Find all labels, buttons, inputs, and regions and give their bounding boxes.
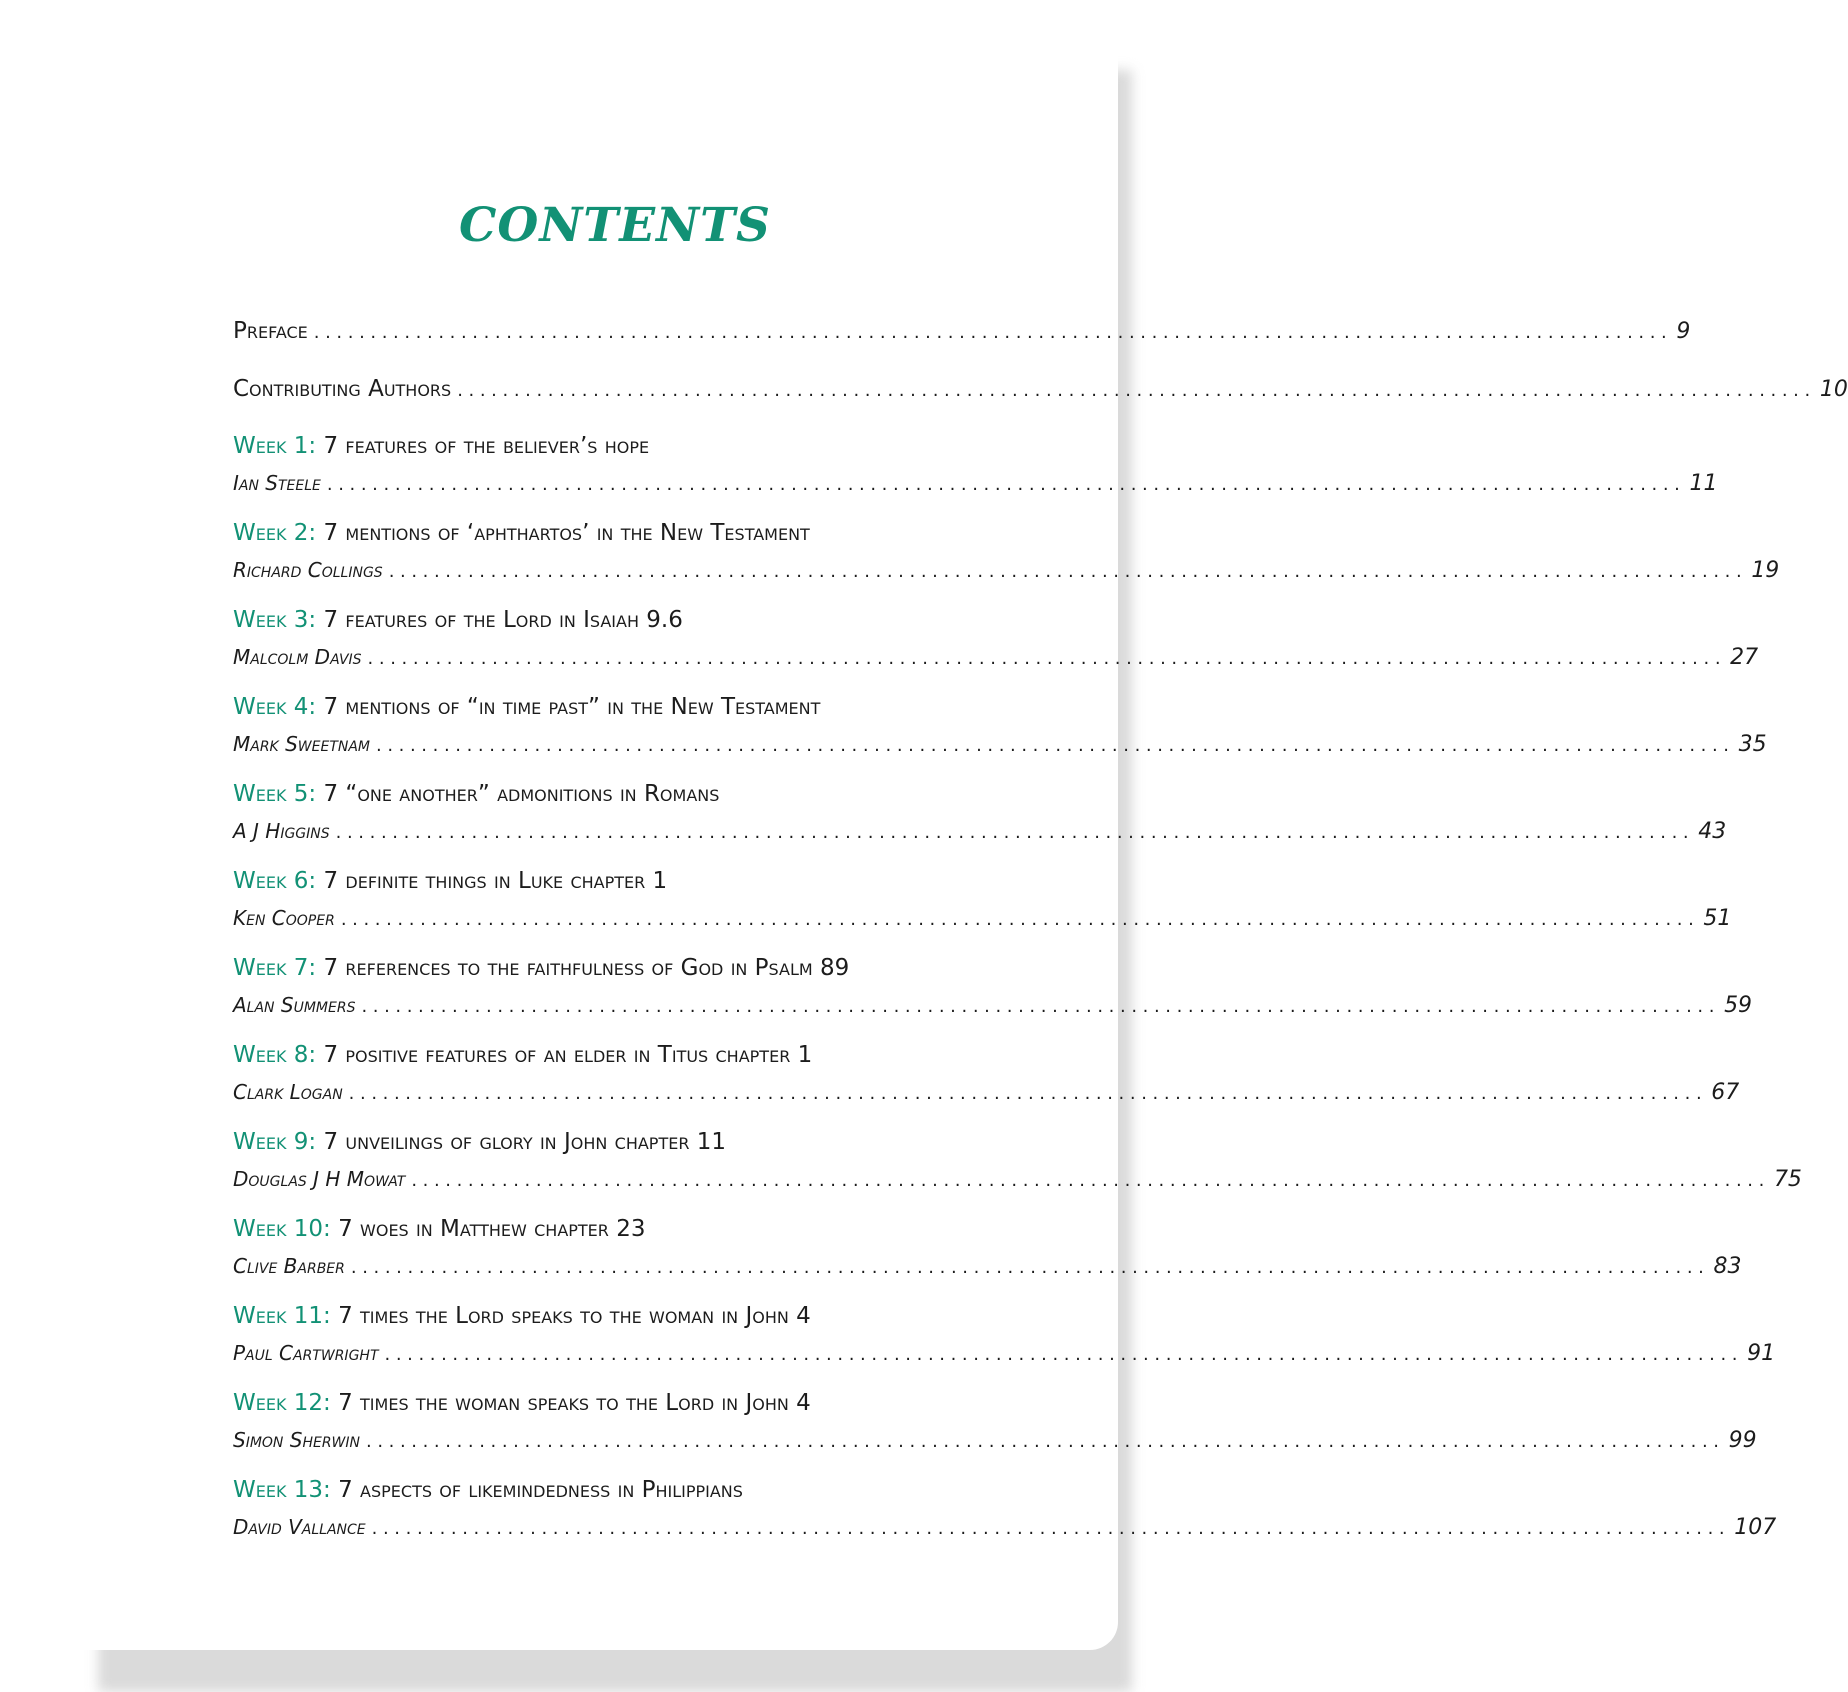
toc-entry-label: Contributing Authors xyxy=(233,376,452,402)
toc-page-number: 51 xyxy=(1703,906,1732,931)
week-label: Week 9: xyxy=(233,1129,317,1155)
week-heading xyxy=(233,1216,994,1242)
author-name: Paul Cartwright xyxy=(233,1341,379,1365)
leader-dots: ........................................................................................................................ xyxy=(384,1344,1744,1365)
author-name: David Vallance xyxy=(233,1515,366,1539)
week-heading xyxy=(233,1303,994,1329)
leader-dots: ........................................................................................................................ xyxy=(376,735,1735,756)
week-heading xyxy=(233,1477,994,1503)
toc-page-number: 11 xyxy=(1689,471,1718,496)
toc-page-number: 83 xyxy=(1713,1254,1742,1279)
leader-dots: ........................................................................................................................ xyxy=(366,1431,1725,1452)
week-label: Week 6: xyxy=(233,868,317,894)
week-topic: 7 unveilings of glory in John chapter 11 xyxy=(323,1129,727,1155)
toc-page-number: 35 xyxy=(1738,732,1767,757)
toc-entry-preface[interactable] xyxy=(233,318,1691,344)
leader-dots: ........................................................................................................................ xyxy=(348,1083,1708,1104)
week-heading xyxy=(233,1129,994,1155)
week-heading xyxy=(233,1042,994,1068)
toc-entry-week-5[interactable] xyxy=(233,781,1727,844)
week-label: Week 11: xyxy=(233,1303,331,1329)
author-name: Malcolm Davis xyxy=(233,645,362,669)
author-name: Alan Summers xyxy=(233,993,356,1017)
week-label: Week 7: xyxy=(233,955,317,981)
author-name: Ian Steele xyxy=(233,471,321,495)
week-label: Week 5: xyxy=(233,781,317,807)
toc-entry-week-11[interactable] xyxy=(233,1303,1776,1366)
toc-page-number: 10 xyxy=(1819,377,1848,402)
week-topic: 7 “one another” admonitions in Romans xyxy=(323,781,720,807)
author-name: Ken Cooper xyxy=(233,906,335,930)
week-heading xyxy=(233,607,994,633)
leader-dots: ........................................................................................................................ xyxy=(411,1170,1770,1191)
author-name: Clive Barber xyxy=(233,1254,345,1278)
week-label: Week 12: xyxy=(233,1390,331,1416)
author-name: Douglas J H Mowat xyxy=(233,1167,406,1191)
week-topic: 7 features of the Lord in Isaiah 9.6 xyxy=(323,607,683,633)
toc-entry-week-2[interactable] xyxy=(233,520,1780,583)
author-name: Mark Sweetnam xyxy=(233,732,371,756)
week-label: Week 13: xyxy=(233,1477,331,1503)
author-name: Simon Sherwin xyxy=(233,1428,360,1452)
toc-entry-week-9[interactable] xyxy=(233,1129,1802,1192)
leader-dots: ........................................................................................................................ xyxy=(335,822,1695,843)
toc-page-number: 99 xyxy=(1728,1428,1757,1453)
toc-page-number: 67 xyxy=(1711,1080,1740,1105)
week-topic: 7 times the woman speaks to the Lord in John 4 xyxy=(338,1390,811,1416)
toc-entry-week-6[interactable] xyxy=(233,868,1732,931)
leader-dots: ........................................................................................................................ xyxy=(326,474,1686,495)
leader-dots: ........................................................................................................................ xyxy=(350,1257,1710,1278)
toc-page-number: 43 xyxy=(1698,819,1727,844)
leader-dots: ........................................................................................................................ xyxy=(367,648,1727,669)
toc-entry-week-10[interactable] xyxy=(233,1216,1742,1279)
leader-dots: ........................................................................................................................ xyxy=(361,996,1721,1017)
week-topic: 7 features of the believer’s hope xyxy=(323,433,650,459)
toc-page-number: 107 xyxy=(1734,1515,1777,1540)
week-heading xyxy=(233,433,994,459)
week-topic: 7 mentions of “in time past” in the New Testament xyxy=(323,694,821,720)
week-heading xyxy=(233,1390,994,1416)
page-title: CONTENTS xyxy=(459,198,771,253)
week-topic: 7 woes in Matthew chapter 23 xyxy=(338,1216,646,1242)
leader-dots: ........................................................................................................................ xyxy=(457,380,1816,401)
author-name: A J Higgins xyxy=(233,819,330,843)
week-label: Week 4: xyxy=(233,694,317,720)
week-label: Week 1: xyxy=(233,433,317,459)
toc-entry-contributing-authors[interactable] xyxy=(233,376,1848,402)
leader-dots: ........................................................................................................................ xyxy=(313,322,1673,343)
week-topic: 7 references to the faithfulness of God in Psalm 89 xyxy=(323,955,850,981)
toc-entry-week-7[interactable] xyxy=(233,955,1753,1018)
toc-page-number: 75 xyxy=(1773,1167,1802,1192)
week-label: Week 8: xyxy=(233,1042,317,1068)
week-heading xyxy=(233,694,994,720)
toc-entry-week-4[interactable] xyxy=(233,694,1767,757)
leader-dots: ........................................................................................................................ xyxy=(371,1518,1731,1539)
toc-page-number: 91 xyxy=(1747,1341,1776,1366)
toc-page-number: 59 xyxy=(1724,993,1753,1018)
week-topic: 7 times the Lord speaks to the woman in John 4 xyxy=(338,1303,811,1329)
week-topic: 7 aspects of likemindedness in Philippians xyxy=(338,1477,743,1503)
toc-entry-week-1[interactable] xyxy=(233,433,1718,496)
week-heading xyxy=(233,868,994,894)
toc-entry-week-12[interactable] xyxy=(233,1390,1757,1453)
leader-dots: ........................................................................................................................ xyxy=(340,909,1700,930)
week-heading xyxy=(233,955,994,981)
week-label: Week 2: xyxy=(233,520,317,546)
week-label: Week 10: xyxy=(233,1216,331,1242)
author-name: Clark Logan xyxy=(233,1080,343,1104)
leader-dots: ........................................................................................................................ xyxy=(388,561,1748,582)
toc-entry-week-13[interactable] xyxy=(233,1477,1777,1540)
week-heading xyxy=(233,520,994,546)
toc-entry-label: Preface xyxy=(233,318,308,344)
week-topic: 7 positive features of an elder in Titus chapter 1 xyxy=(323,1042,813,1068)
week-heading xyxy=(233,781,994,807)
toc-page-number: 19 xyxy=(1751,558,1780,583)
toc-entry-week-8[interactable] xyxy=(233,1042,1740,1105)
toc-page-number: 27 xyxy=(1730,645,1759,670)
week-topic: 7 mentions of ‘aphthartos’ in the New Testament xyxy=(323,520,810,546)
toc-page-number: 9 xyxy=(1676,319,1691,344)
toc-entry-week-3[interactable] xyxy=(233,607,1759,670)
author-name: Richard Collings xyxy=(233,558,383,582)
week-topic: 7 definite things in Luke chapter 1 xyxy=(323,868,668,894)
week-label: Week 3: xyxy=(233,607,317,633)
